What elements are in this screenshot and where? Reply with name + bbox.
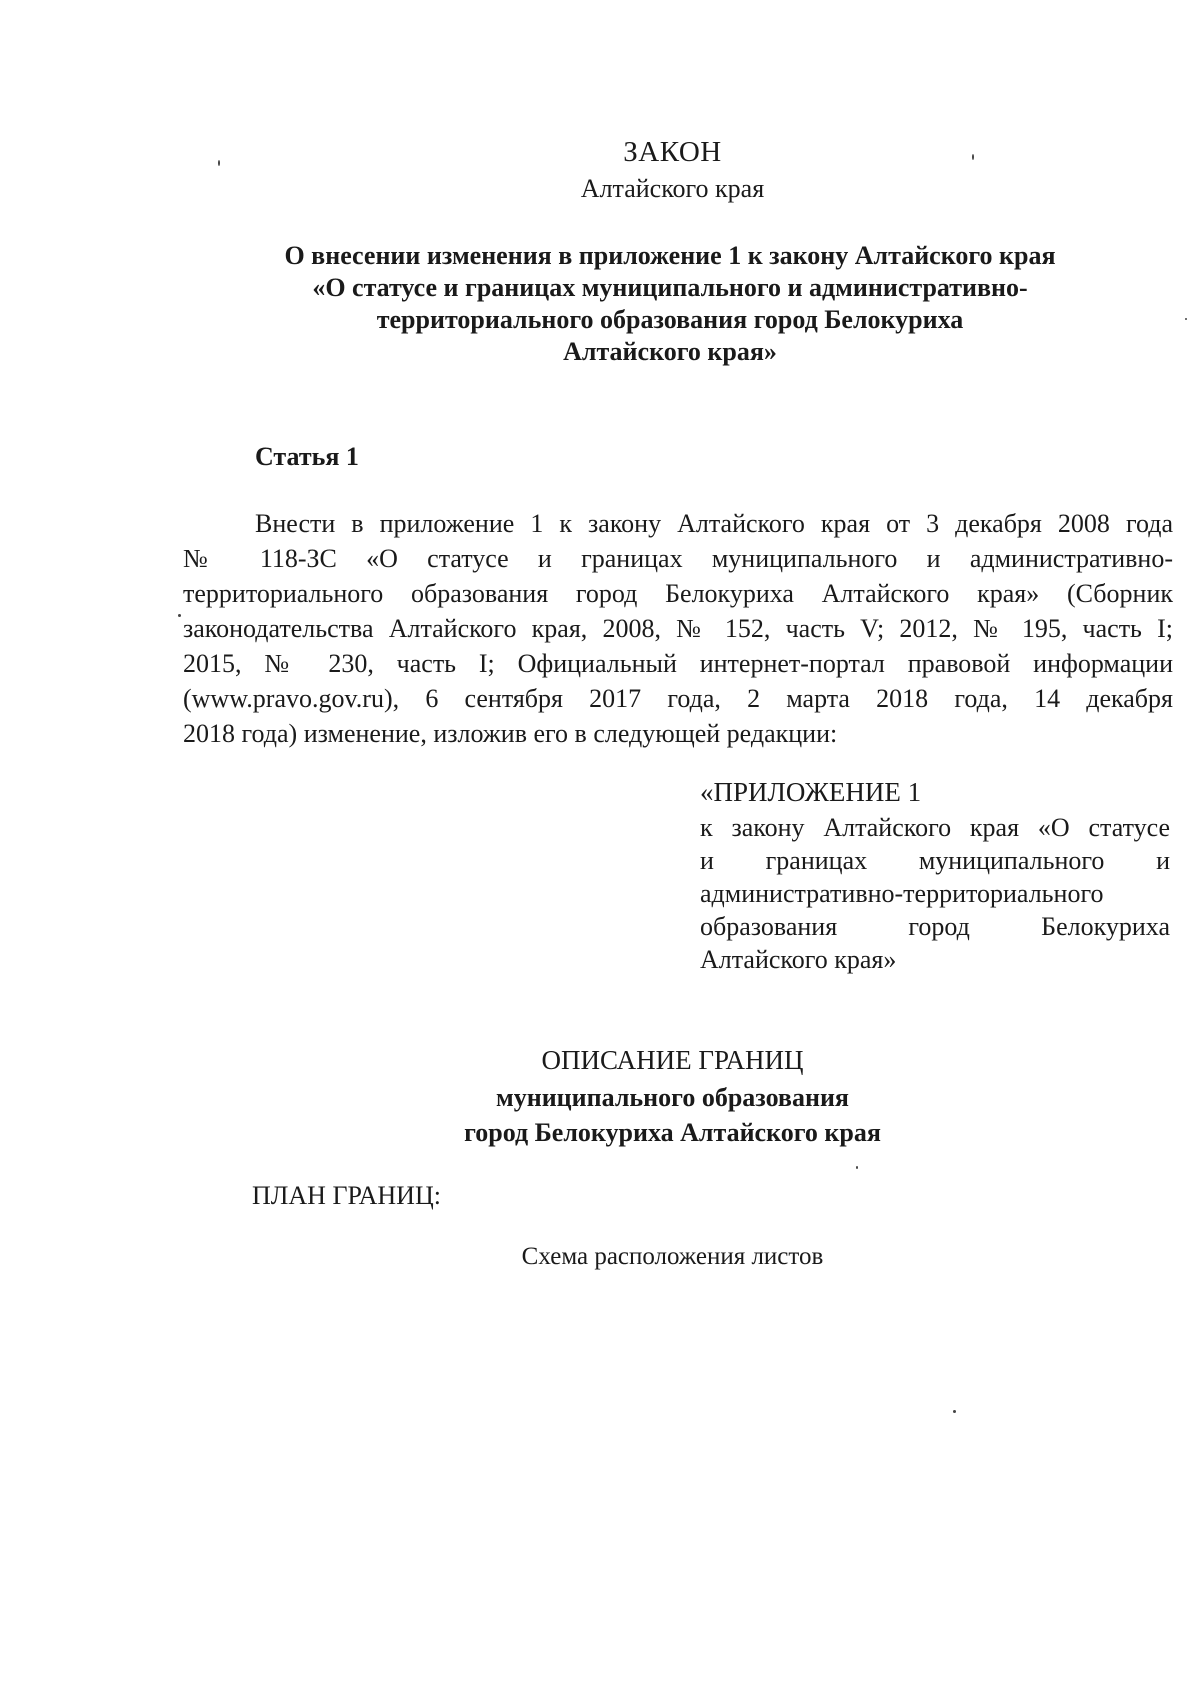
law-region: Алтайского края [580,174,765,203]
appendix-heading: «ПРИЛОЖЕНИЕ 1 [700,777,922,807]
article-heading: Статья 1 [255,442,359,471]
law-subject-line: Алтайского края» [563,337,777,366]
scan-speck [218,160,220,166]
boundaries-title: ОПИСАНИЕ ГРАНИЦ [541,1045,804,1075]
appendix-line: к закону Алтайского края «О статусе [700,813,1170,842]
law-title: ЗАКОН [623,136,722,168]
appendix-line: образования город Белокуриха [700,912,1170,941]
boundaries-subtitle: город Белокуриха Алтайского края [464,1118,881,1147]
article-line: территориального образования город Белокуриха Алтайского края» (Сборник [183,579,1173,608]
scan-speck [953,1410,956,1413]
scan-speck [178,614,181,617]
article-line: 2015, № 230, часть I; Официальный интернет-портал правовой информации [183,649,1173,678]
appendix-line: Алтайского края» [700,945,897,974]
article-line: Внести в приложение 1 к закону Алтайского края от 3 декабря 2008 года [255,509,1173,538]
article-line: 2018 года) изменение, изложив его в следующей редакции: [183,719,838,748]
article-line: законодательства Алтайского края, 2008, № 152, часть V; 2012, № 195, часть I; [183,614,1173,643]
appendix-line: административно-территориального [700,879,1104,908]
law-subject-line: территориального образования город Белокуриха [376,305,964,334]
law-subject [240,240,1100,368]
plan-label: ПЛАН ГРАНИЦ: [252,1181,441,1210]
appendix-block [700,776,1170,976]
scheme-caption: Схема расположения листов [521,1243,824,1270]
law-subject-line: О внесении изменения в приложение 1 к закону Алтайского края [284,241,1056,270]
boundaries-subtitle: муниципального образования [496,1083,849,1112]
law-subject-line: «О статусе и границах муниципального и административно- [312,273,1028,302]
article-line: (www.pravo.gov.ru), 6 сентября 2017 года, 2 марта 2018 года, 14 декабря [183,684,1173,713]
article-line: № 118-ЗС «О статусе и границах муниципального и административно- [183,544,1173,573]
article-body [183,506,1173,751]
scan-speck [856,1166,858,1169]
scan-speck [1185,318,1187,320]
appendix-line: и границах муниципального и [700,846,1170,875]
scan-speck [972,154,974,160]
